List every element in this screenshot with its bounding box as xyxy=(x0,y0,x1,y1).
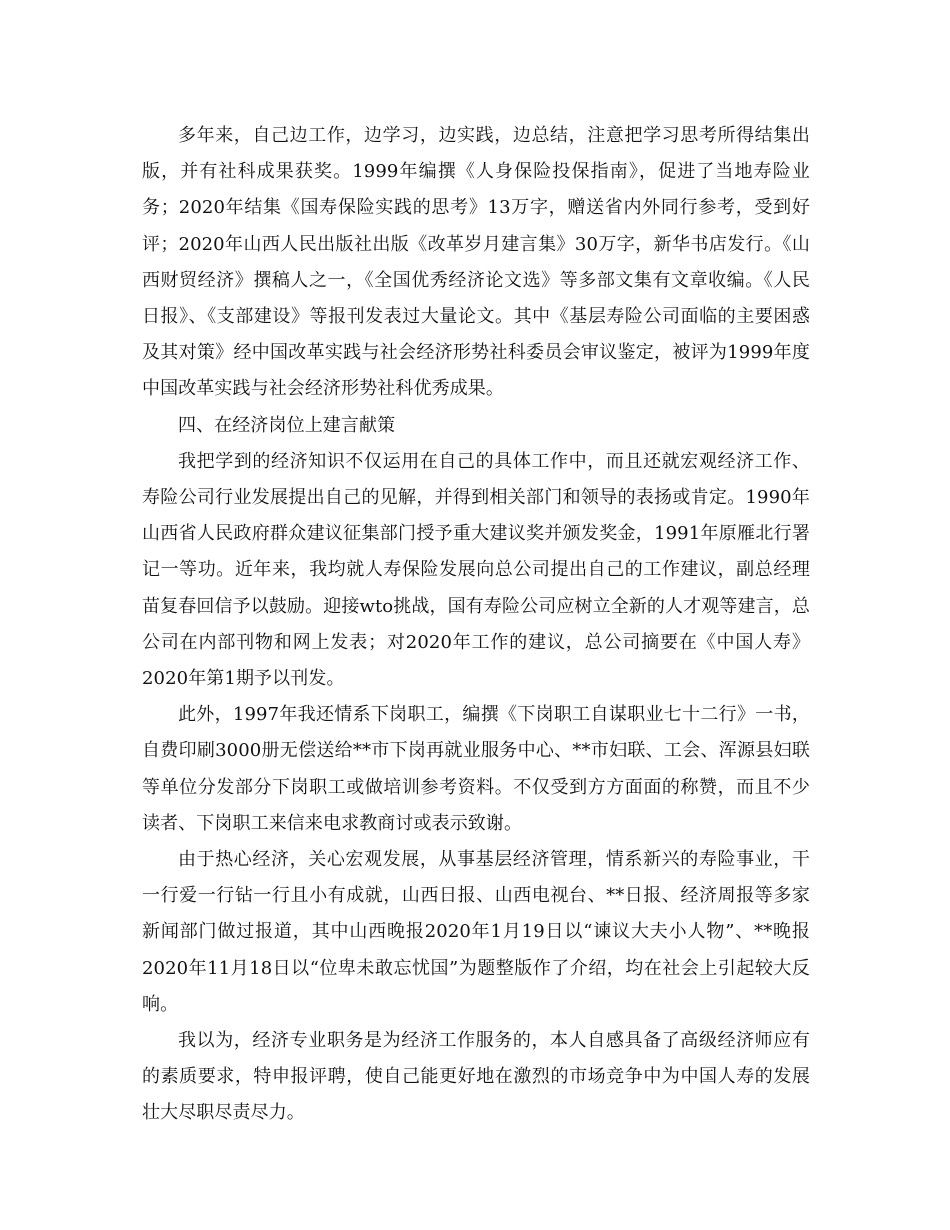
paragraph-publications: 多年来，自己边工作，边学习，边实践，边总结，注意把学习思考所得结集出版，并有社科成果获奖。1999年编撰《人身保险投保指南》，促进了当地寿险业务；2020年结集《国寿保险实践的思考》13万字，赠送省内外同行参考，受到好评；2020年山西人民出版社出版《改革岁月建言集》30万字，新华书店发行。《山西财贸经济》撰稿人之一，《全国优秀经济论文选》等多部文集有文章收编。《人民日报》、《支部建设》等报刊发表过大量论文。其中《基层寿险公司面临的主要困惑及其对策》经中国改革实践与社会经济形势社科委员会审议鉴定，被评为1999年度中国改革实践与社会经济形势社科优秀成果。 xyxy=(142,125,810,400)
paragraph-conclusion: 我以为，经济专业职务是为经济工作服务的，本人自感具备了高级经济师应有的素质要求，特申报评聘，使自己能更好地在激烈的市场竞争中为中国人寿的发展壮大尽职尽责尽力。 xyxy=(142,1030,810,1124)
document-body xyxy=(142,118,810,1132)
paragraph-laid-off-workers: 此外，1997年我还情系下岗职工，编撰《下岗职工自谋职业七十二行》一书，自费印刷3000册无偿送给**市下岗再就业服务中心、**市妇联、工会、浑源县妇联等单位分发部分下岗职工或做培训参考资料。不仅受到方方面面的称赞，而且不少读者、下岗职工来信来电求教商讨或表示致谢。 xyxy=(142,704,810,834)
section-heading-advice: 四、在经济岗位上建言献策 xyxy=(178,414,396,436)
paragraph-media-coverage: 由于热心经济，关心宏观发展，从事基层经济管理，情系新兴的寿险事业，干一行爱一行钻一行且小有成就，山西日报、山西电视台、**日报、经济周报等多家新闻部门做过报道，其中山西晚报2020年1月19日以“谏议大夫小人物”、**晚报2020年11月18日以“位卑未敢忘忧国”为题整版作了介绍，均在社会上引起较大反响。 xyxy=(142,849,810,1015)
paragraph-suggestions: 我把学到的经济知识不仅运用在自己的具体工作中，而且还就宏观经济工作、寿险公司行业发展提出自己的见解，并得到相关部门和领导的表扬或肯定。1990年山西省人民政府群众建议征集部门授予重大建议奖并颁发奖金，1991年原雁北行署记一等功。近年来，我均就人寿保险发展向总公司提出自己的工作建议，副总经理苗复春回信予以鼓励。迎接wto挑战，国有寿险公司应树立全新的人才观等建言，总公司在内部刊物和网上发表；对2020年工作的建议，总公司摘要在《中国人寿》2020年第1期予以刊发。 xyxy=(142,450,810,690)
